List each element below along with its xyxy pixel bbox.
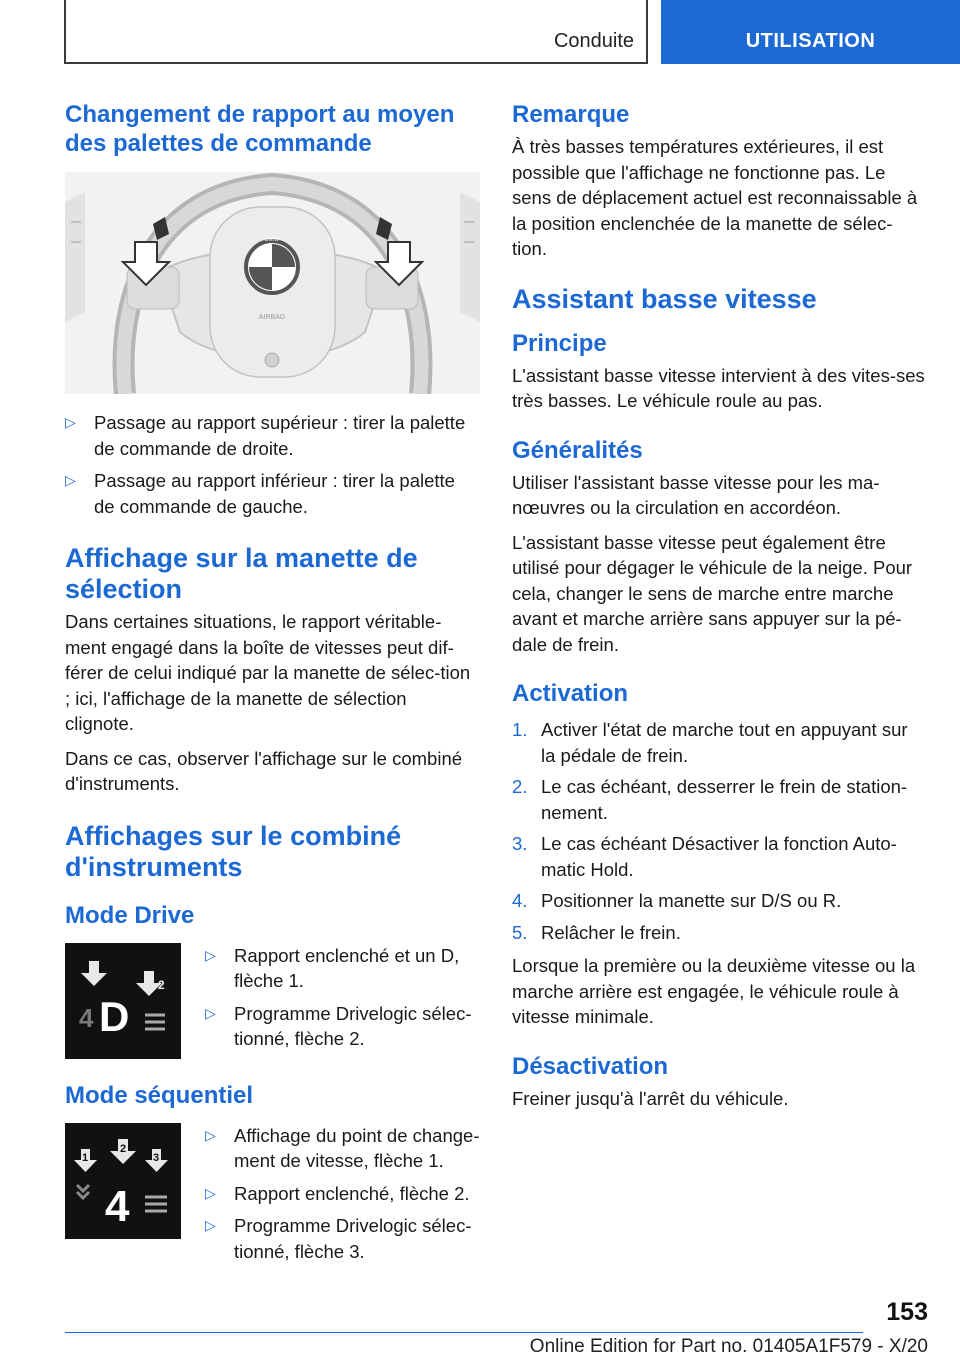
list-item: 5. Relâcher le frein. <box>512 921 681 943</box>
drive-arrow-number: 2 <box>158 977 165 992</box>
list-item: ▷ Rapport enclenché et un D, flèche 1. <box>205 944 460 991</box>
heading-affichage: Affichage sur la manette de sélection <box>65 543 418 604</box>
page-number: 153 <box>886 1298 928 1326</box>
wheel-airbag-text: AIRBAG <box>258 314 286 321</box>
activation-steps <box>512 717 927 945</box>
triangle-right-icon: ▷ <box>205 1217 216 1233</box>
list-item: ▷ Passage au rapport supérieur : tirer la palette de commande de droite. <box>65 412 466 459</box>
drive-mode-row <box>65 943 480 1059</box>
drive-mode-display <box>65 943 181 1059</box>
heading-drive: Mode Drive <box>65 901 195 929</box>
list-item: 4. Positionner la manette sur D/S ou R. <box>512 890 842 911</box>
heading-generalites: Généralités <box>512 436 643 464</box>
triangle-right-icon: ▷ <box>205 1126 216 1143</box>
heading-palettes: Changement de rapport au moyen des palettes de commande <box>65 101 455 157</box>
generalites-paragraph-1: Utiliser l'assistant basse vitesse pour les ma-nœuvres ou la circulation en accordéon. <box>512 471 880 518</box>
list-item: ▷ Affichage du point de change-ment de vitesse, flèche 1. <box>205 1124 480 1171</box>
palettes-list <box>65 410 480 519</box>
drive-gear-small: 4 <box>79 1002 94 1033</box>
seq-gear-number: 4 <box>105 1181 130 1231</box>
heading-desactivation: Désactivation <box>512 1052 669 1080</box>
triangle-right-icon: ▷ <box>65 414 76 430</box>
heading-sequentiel: Mode séquentiel <box>65 1081 254 1109</box>
list-item: ▷ Programme Drivelogic sélec-tionné, flèche 3. <box>205 1215 472 1262</box>
heading-remarque: Remarque <box>512 101 630 128</box>
list-item: 3. Le cas échéant Désactiver la fonction Auto-matic Hold. <box>512 833 897 880</box>
footer-divider <box>65 1332 863 1333</box>
remarque-paragraph: À très basses températures extérieures, il est possible que l'affichage ne fonctionne pas. Le sens de déplacement actuel est reconnaissable à la position enclenchée de la manette de sélec-tion. <box>512 136 918 259</box>
sequential-mode-display <box>65 1123 181 1239</box>
drive-list <box>205 943 480 1059</box>
list-item: ▷ Programme Drivelogic sélec-tionné, flèche 2. <box>205 1002 472 1049</box>
triangle-right-icon: ▷ <box>205 1004 216 1021</box>
activation-paragraph: Lorsque la première ou la deuxième vitesse ou la marche arrière est engagée, le véhicule roule à vitesse minimale. <box>512 955 916 1027</box>
seq-arrow-number-2: 2 <box>119 1142 127 1155</box>
list-item: ▷ Rapport enclenché, flèche 2. <box>205 1181 480 1207</box>
triangle-right-icon: ▷ <box>65 472 76 488</box>
triangle-right-icon: ▷ <box>205 946 216 963</box>
list-item: 2. Le cas échéant, desserrer le frein de station-nement. <box>512 776 908 823</box>
affichage-paragraph-1: Dans certaines situations, le rapport véritable-ment engagé dans la boîte de vitesses peut dif-férer de celui indiqué par la manette de sélec-tion ; ici, l'affichage de la manette de sélection clignote. <box>65 611 471 734</box>
affichage-paragraph-2: Dans ce cas, observer l'affichage sur le combiné d'instruments. <box>65 747 463 794</box>
generalites-paragraph-2: L'assistant basse vitesse peut également être utilisé pour dégager le véhicule de la neige. Pour cela, changer le sens de marche entre marche avant et marche arrière sans appuyer sur la pé-dale de frein. <box>512 531 913 655</box>
heading-assistant: Assistant basse vitesse <box>512 283 817 314</box>
sequential-mode-row <box>65 1123 480 1272</box>
principe-paragraph: L'assistant basse vitesse intervient à des vites-ses très basses. Le véhicule roule au pas. <box>512 364 925 411</box>
right-column <box>512 100 927 1120</box>
wheel-logo-text: BMW <box>264 237 280 243</box>
seq-arrow-number-1: 1 <box>81 1151 89 1164</box>
header-section: Conduite <box>553 30 634 52</box>
steering-wheel-illustration <box>65 172 480 394</box>
seq-arrow-number-3: 3 <box>152 1151 160 1164</box>
triangle-right-icon: ▷ <box>205 1184 216 1201</box>
heading-activation: Activation <box>512 680 629 707</box>
left-column <box>65 100 480 1293</box>
sequential-list <box>205 1123 480 1272</box>
list-item: ▷ Passage au rapport inférieur : tirer la palette de commande de gauche. <box>65 470 455 517</box>
header-tab-utilisation[interactable]: UTILISATION <box>661 0 960 64</box>
heading-principe: Principe <box>512 329 607 357</box>
footer-edition: Online Edition for Part no. 01405A1F579 - X/20 <box>529 1336 928 1357</box>
heading-combine: Affichages sur le combiné d'instruments <box>65 820 402 882</box>
desactivation-paragraph: Freiner jusqu'à l'arrêt du véhicule. <box>512 1087 789 1109</box>
list-item: 1. Activer l'état de marche tout en appuyant sur la pédale de frein. <box>512 719 908 766</box>
drive-gear-big: D <box>99 992 130 1040</box>
